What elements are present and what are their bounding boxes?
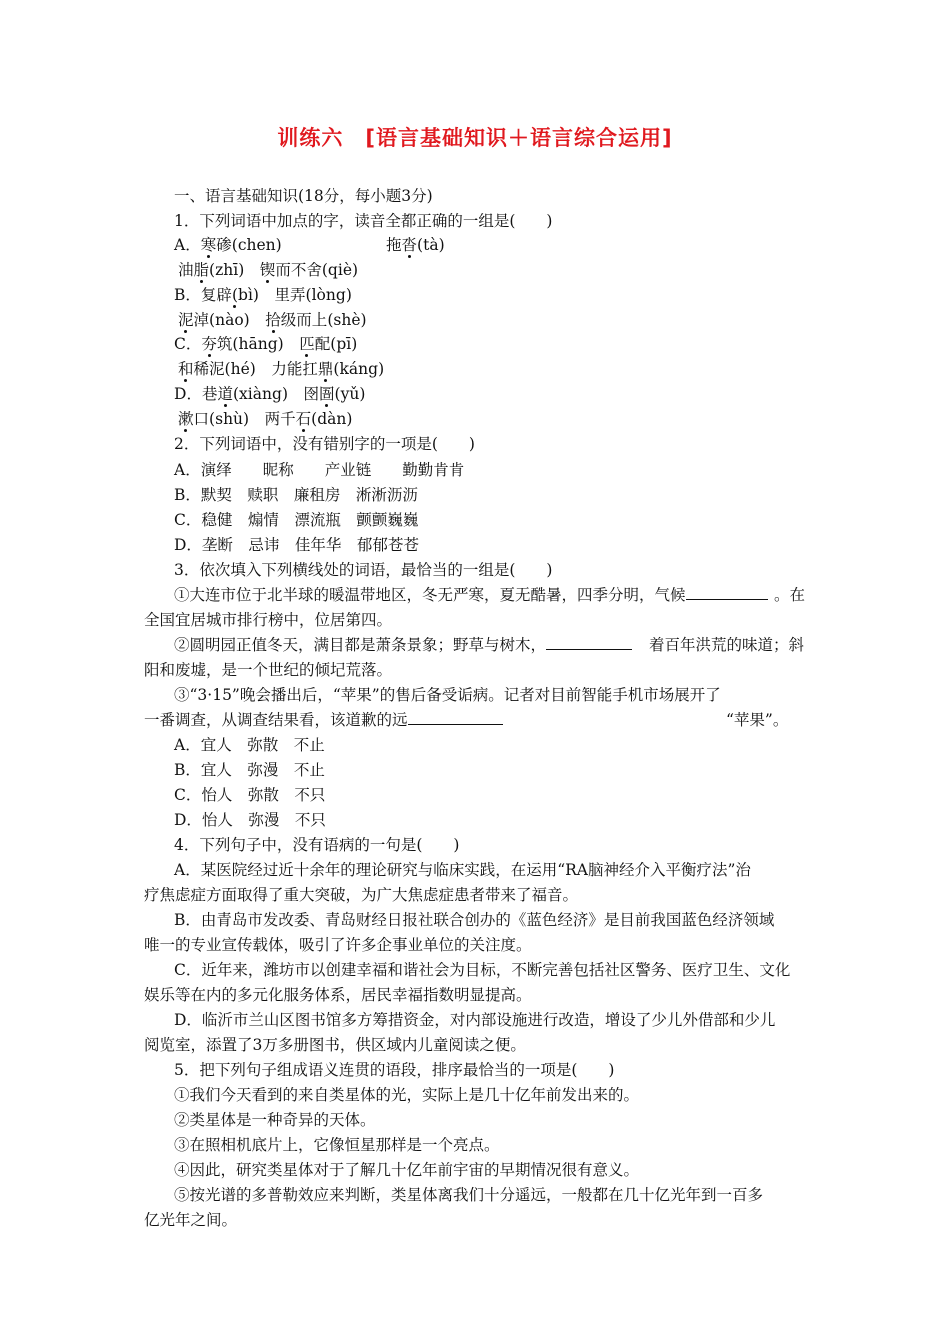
emphasis-dot-char: 夯 <box>201 335 217 353</box>
text-line: 漱口(shù) 两千石(dàn) <box>178 410 353 428</box>
text-line: D．巷道(xiàng) 囹圄(yǔ) <box>174 385 366 403</box>
emphasis-dot-char: ( <box>231 286 238 304</box>
text-line: ③在照相机底片上，它像恒星那样是一个亮点。 <box>174 1136 500 1154</box>
text-line: D．临沂市兰山区图书馆多方筹措资金，对内部设施进行改造，增设了少儿外借部和少儿 <box>174 1011 776 1029</box>
text-line: ①大连市位于北半球的暖温带地区，冬无严寒，夏无酷暑，四季分明，气候 <box>174 585 768 605</box>
emphasis-dot-char: 拾 <box>265 311 281 329</box>
text-line: 亿光年之间。 <box>144 1211 238 1229</box>
text-line: 全国宜居城市排行榜中，位居第四。 <box>144 611 393 629</box>
text-line: 一番调查，从调查结果看，该道歉的远 <box>144 710 503 730</box>
text-line: 着百年洪荒的味道；斜 <box>649 636 805 654</box>
text-line: “苹果”。 <box>726 711 789 729</box>
text-line: 疗焦虑症方面取得了重大突破，为广大焦虑症患者带来了福音。 <box>144 886 579 904</box>
text-line: ②圆明园正值冬天，满目都是萧条景象；野草与树木， <box>174 635 632 655</box>
text-line: C．夯筑(hāng) 匹配(pī) <box>174 335 358 353</box>
emphasis-dot-char: 鼎 <box>317 360 334 378</box>
text-line: 3．依次填入下列横线处的词语，最恰当的一组是( ) <box>174 561 553 579</box>
text-line: 2．下列词语中，没有错别字的一项是( ) <box>174 435 475 453</box>
emphasis-dot-char: 匹 <box>299 335 315 353</box>
emphasis-dot-char: 沓 <box>401 236 418 254</box>
text-line: 4．下列句子中，没有语病的一句是( ) <box>174 836 460 854</box>
text-line: A．演绎 昵称 产业链 勤勤肯肯 <box>174 461 465 479</box>
page-title <box>0 122 950 152</box>
text-line: 一、语言基础知识(18分，每小题3分) <box>174 187 433 205</box>
text-line: C．近年来，潍坊市以创建幸福和谐社会为目标，不断完善包括社区警务、医疗卫生、文化 <box>174 961 791 979</box>
emphasis-dot-char: 泥 <box>178 311 194 329</box>
emphasis-dot-char: 漱 <box>178 410 194 428</box>
text-line: C．稳健 煽情 漂流瓶 颤颤巍巍 <box>174 511 419 529</box>
text-line: 和稀泥(hé) 力能扛鼎(káng) <box>178 360 385 378</box>
emphasis-dot-char: 圄 <box>319 385 335 403</box>
text-line: 5．把下列句子组成语义连贯的语段，排序最恰当的一项是( ) <box>174 1061 615 1079</box>
emphasis-dot-char: 道 <box>217 385 233 403</box>
text-line: 。在 <box>774 586 806 604</box>
fill-in-blank <box>408 710 503 725</box>
text-line: D．垄断 忌讳 佳年华 郁郁苍苍 <box>174 536 419 554</box>
text-line: 1．下列词语中加点的字，读音全都正确的一组是( ) <box>174 212 553 230</box>
text-line: 拖沓(tà) <box>386 236 445 254</box>
emphasis-dot-char: 石 <box>295 410 312 428</box>
title-main: 训练六 <box>277 126 344 150</box>
text-line: B．宜人 弥漫 不止 <box>174 761 325 779</box>
text-line: ①我们今天看到的来自类星体的光，实际上是几十亿年前发出来的。 <box>174 1086 640 1104</box>
text-line: ⑤按光谱的多普勒效应来判断，类星体离我们十分遥远，一般都在几十亿光年到一百多 <box>174 1186 764 1204</box>
text-line: 唯一的专业宣传载体，吸引了许多企事业单位的关注度。 <box>144 936 532 954</box>
fill-in-blank <box>546 635 632 650</box>
text-line: ④因此，研究类星体对于了解几十亿年前宇宙的早期情况很有意义。 <box>174 1161 640 1179</box>
text-line: ②类星体是一种奇异的天体。 <box>174 1111 376 1129</box>
emphasis-dot-char: 锲 <box>259 261 276 279</box>
text-line: 阅览室，添置了3万多册图书，供区域内儿童阅读之便。 <box>144 1036 526 1054</box>
fill-in-blank <box>686 585 768 600</box>
text-line: A．某医院经过近十余年的理论研究与临床实践，在运用“RA脑神经介入平衡疗法”治 <box>174 861 751 879</box>
emphasis-dot-char: 和 <box>178 360 194 378</box>
title-subtitle: [语言基础知识＋语言综合运用] <box>365 126 673 150</box>
text-line: B．复辟(bì) 里弄(lòng) <box>174 286 352 304</box>
text-line: 泥淖(nào) 拾级而上(shè) <box>178 311 367 329</box>
emphasis-dot-char: 寒 <box>200 236 217 254</box>
text-line: A．宜人 弥散 不止 <box>174 736 325 754</box>
text-line: 油脂(zhī) 锲而不舍(qiè) <box>178 261 359 279</box>
text-line: A．寒碜(chen) <box>174 236 282 254</box>
text-line: 娱乐等在内的多元化服务体系，居民幸福指数明显提高。 <box>144 986 532 1004</box>
text-line: B．由青岛市发改委、青岛财经日报社联合创办的《蓝色经济》是目前我国蓝色经济领域 <box>174 911 775 929</box>
text-line: B．默契 赎职 廉租房 淅淅沥沥 <box>174 486 418 504</box>
text-line: ③“3·15”晚会播出后，“苹果”的售后备受诟病。记者对目前智能手机市场展开了 <box>174 686 721 704</box>
text-line: D．怡人 弥漫 不只 <box>174 811 326 829</box>
text-line: 阳和废墟，是一个世纪的倾圮荒落。 <box>144 661 393 679</box>
text-line: C．怡人 弥散 不只 <box>174 786 326 804</box>
emphasis-dot-char: 脂 <box>193 261 210 279</box>
